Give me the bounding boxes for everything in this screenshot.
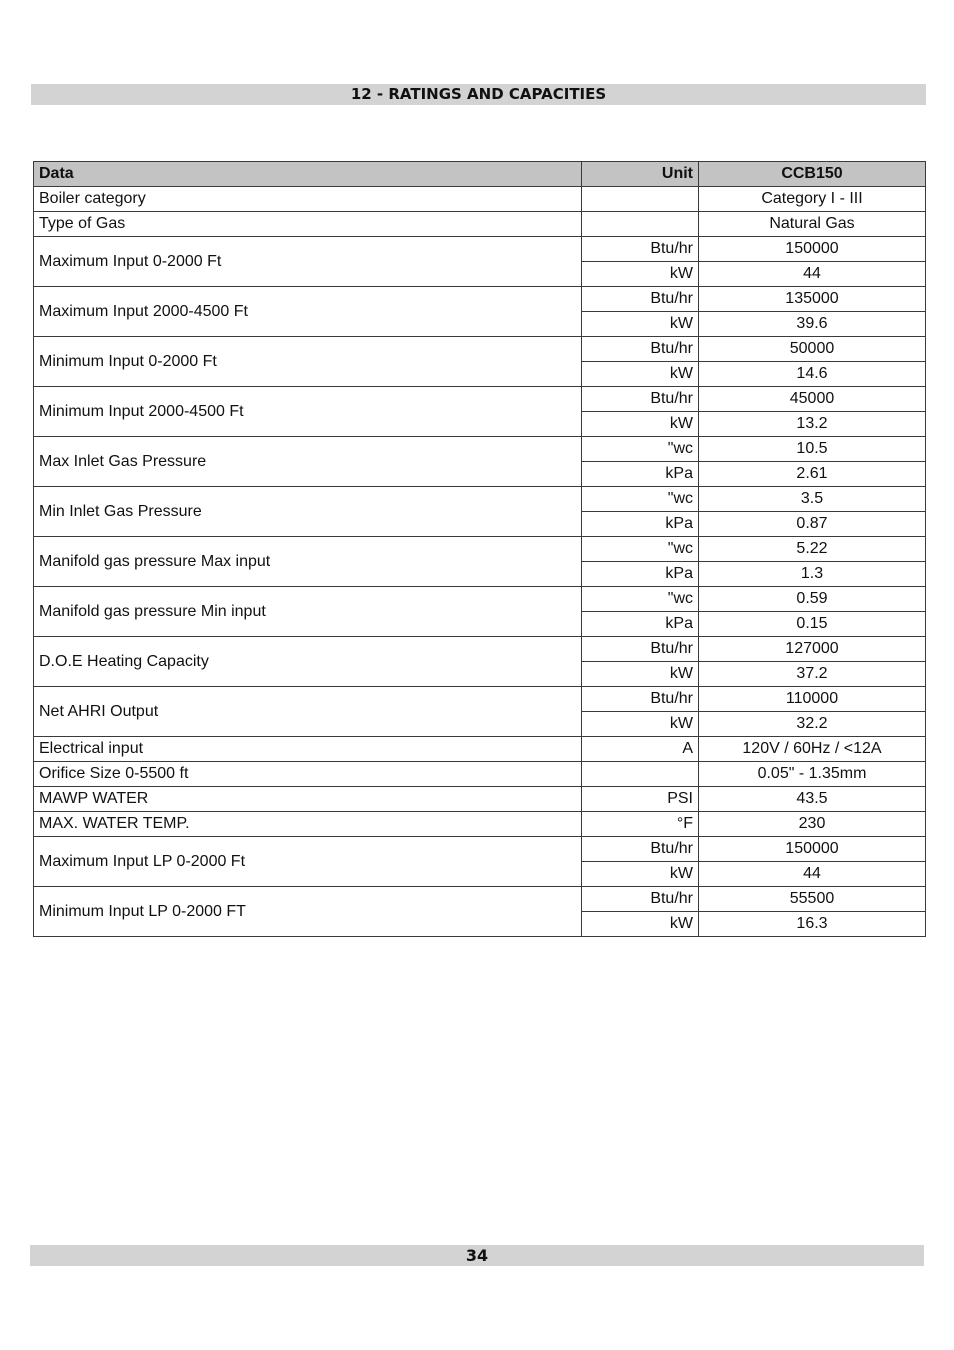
- row-value: 127000: [699, 637, 926, 662]
- row-unit: kPa: [582, 512, 699, 537]
- row-value: 120V / 60Hz / <12A: [699, 737, 926, 762]
- row-label: Orifice Size 0-5500 ft: [34, 762, 582, 787]
- row-label: Manifold gas pressure Min input: [34, 587, 582, 637]
- row-value: 0.87: [699, 512, 926, 537]
- row-value: 1.3: [699, 562, 926, 587]
- table-row: [34, 287, 926, 312]
- table-row: [34, 337, 926, 362]
- table-row: [34, 637, 926, 662]
- row-value: Natural Gas: [699, 212, 926, 237]
- row-value: 5.22: [699, 537, 926, 562]
- table-row: [34, 437, 926, 462]
- row-value: 3.5: [699, 487, 926, 512]
- row-label: Max Inlet Gas Pressure: [34, 437, 582, 487]
- row-label: Minimum Input 0-2000 Ft: [34, 337, 582, 387]
- row-value: 32.2: [699, 712, 926, 737]
- row-unit: Btu/hr: [582, 237, 699, 262]
- row-unit: Btu/hr: [582, 637, 699, 662]
- table-row: [34, 537, 926, 562]
- header-unit: Unit: [582, 162, 699, 187]
- row-value: 10.5: [699, 437, 926, 462]
- table-row: [34, 212, 926, 237]
- table-body: [34, 187, 926, 937]
- row-value: 110000: [699, 687, 926, 712]
- row-value: 150000: [699, 237, 926, 262]
- row-unit: kPa: [582, 612, 699, 637]
- row-value: 13.2: [699, 412, 926, 437]
- row-value: 45000: [699, 387, 926, 412]
- row-value: 135000: [699, 287, 926, 312]
- row-unit: Btu/hr: [582, 337, 699, 362]
- table-row: [34, 687, 926, 712]
- table-row: [34, 187, 926, 212]
- row-unit: "wc: [582, 537, 699, 562]
- row-label: Maximum Input LP 0-2000 Ft: [34, 837, 582, 887]
- row-label: D.O.E Heating Capacity: [34, 637, 582, 687]
- row-label: Type of Gas: [34, 212, 582, 237]
- row-label: Maximum Input 2000-4500 Ft: [34, 287, 582, 337]
- header-model: CCB150: [699, 162, 926, 187]
- row-unit: A: [582, 737, 699, 762]
- row-value: 150000: [699, 837, 926, 862]
- row-value: 0.15: [699, 612, 926, 637]
- row-value: 39.6: [699, 312, 926, 337]
- table-row: [34, 487, 926, 512]
- row-unit: °F: [582, 812, 699, 837]
- row-unit: [582, 187, 699, 212]
- section-title: 12 - RATINGS AND CAPACITIES: [31, 84, 926, 105]
- table-row: [34, 887, 926, 912]
- row-unit: "wc: [582, 587, 699, 612]
- row-unit: Btu/hr: [582, 387, 699, 412]
- table-header-row: [34, 162, 926, 187]
- row-label: Manifold gas pressure Max input: [34, 537, 582, 587]
- row-unit: kW: [582, 712, 699, 737]
- page-number: 34: [30, 1245, 924, 1266]
- row-label: MAX. WATER TEMP.: [34, 812, 582, 837]
- table-row: [34, 787, 926, 812]
- row-unit: Btu/hr: [582, 687, 699, 712]
- row-unit: "wc: [582, 437, 699, 462]
- row-unit: "wc: [582, 487, 699, 512]
- table-row: [34, 387, 926, 412]
- row-label: MAWP WATER: [34, 787, 582, 812]
- table-row: [34, 812, 926, 837]
- row-unit: [582, 762, 699, 787]
- row-unit: [582, 212, 699, 237]
- row-unit: kW: [582, 312, 699, 337]
- row-value: 16.3: [699, 912, 926, 937]
- row-value: 37.2: [699, 662, 926, 687]
- row-value: 44: [699, 262, 926, 287]
- row-unit: Btu/hr: [582, 837, 699, 862]
- ratings-table: [33, 161, 926, 937]
- row-label: Minimum Input 2000-4500 Ft: [34, 387, 582, 437]
- row-label: Boiler category: [34, 187, 582, 212]
- row-value: 230: [699, 812, 926, 837]
- row-unit: kW: [582, 412, 699, 437]
- row-unit: kW: [582, 912, 699, 937]
- row-label: Net AHRI Output: [34, 687, 582, 737]
- row-value: 50000: [699, 337, 926, 362]
- row-unit: PSI: [582, 787, 699, 812]
- row-unit: kPa: [582, 462, 699, 487]
- row-label: Maximum Input 0-2000 Ft: [34, 237, 582, 287]
- row-unit: Btu/hr: [582, 887, 699, 912]
- row-unit: kPa: [582, 562, 699, 587]
- row-label: Min Inlet Gas Pressure: [34, 487, 582, 537]
- row-label: Electrical input: [34, 737, 582, 762]
- row-unit: Btu/hr: [582, 287, 699, 312]
- row-value: 0.59: [699, 587, 926, 612]
- row-unit: kW: [582, 662, 699, 687]
- table-row: [34, 737, 926, 762]
- row-unit: kW: [582, 862, 699, 887]
- row-value: 0.05" - 1.35mm: [699, 762, 926, 787]
- row-value: 55500: [699, 887, 926, 912]
- row-label: Minimum Input LP 0-2000 FT: [34, 887, 582, 937]
- header-data: Data: [34, 162, 582, 187]
- row-value: 44: [699, 862, 926, 887]
- table-row: [34, 837, 926, 862]
- row-unit: kW: [582, 262, 699, 287]
- row-value: 43.5: [699, 787, 926, 812]
- row-value: 14.6: [699, 362, 926, 387]
- row-unit: kW: [582, 362, 699, 387]
- table-row: [34, 762, 926, 787]
- row-value: Category I - III: [699, 187, 926, 212]
- row-value: 2.61: [699, 462, 926, 487]
- table-row: [34, 587, 926, 612]
- table-row: [34, 237, 926, 262]
